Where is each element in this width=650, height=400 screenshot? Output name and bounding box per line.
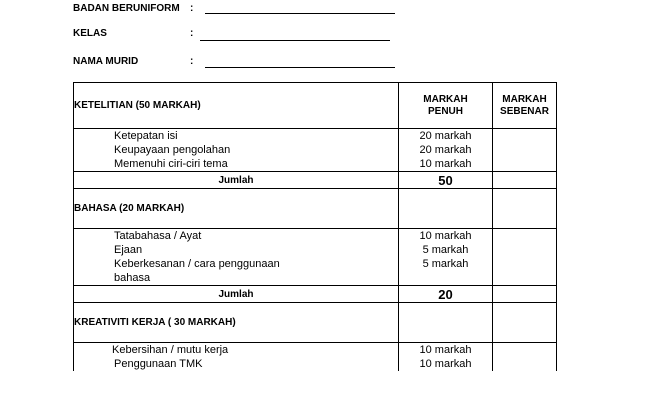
criterion-actual-mark-cell[interactable] (493, 271, 557, 286)
jumlah-label: Jumlah (74, 286, 399, 303)
criterion-name: Memenuhi ciri-ciri tema (74, 157, 399, 172)
criterion-full-mark: 5 markah (399, 243, 493, 257)
criterion-full-mark: 10 markah (399, 229, 493, 244)
col-header-penuh-line1: MARKAH (423, 93, 468, 105)
criterion-name: Tatabahasa / Ayat (74, 229, 399, 244)
col-header-markah-penuh (399, 83, 493, 129)
criterion-actual-mark-cell[interactable] (493, 143, 557, 157)
criterion-row (74, 129, 557, 144)
criterion-actual-mark-cell[interactable] (493, 243, 557, 257)
criterion-name: bahasa (74, 271, 399, 286)
rubric-table (73, 82, 557, 371)
criterion-row (74, 271, 557, 286)
criterion-full-mark (399, 271, 493, 286)
section-actual-total-cell[interactable] (493, 172, 557, 189)
section-header-row (74, 189, 557, 229)
criterion-actual-mark-cell[interactable] (493, 129, 557, 144)
field-colon-nama-murid: : (190, 56, 194, 67)
section-title: KREATIVITI KERJA ( 30 MARKAH) (74, 303, 399, 343)
criterion-actual-mark-cell[interactable] (493, 229, 557, 244)
criterion-row (74, 157, 557, 172)
criterion-full-mark: 10 markah (399, 157, 493, 172)
criterion-full-mark: 20 markah (399, 129, 493, 144)
col-header-sebenar-line1: MARKAH (502, 93, 547, 105)
col-header-penuh-line2: PENUH (427, 105, 463, 117)
col-header-markah-sebenar (493, 83, 557, 129)
jumlah-row (74, 172, 557, 189)
section-header-row (74, 303, 557, 343)
section-title: KETELITIAN (50 MARKAH) (74, 83, 399, 129)
empty-cell (493, 303, 557, 343)
section-title: BAHASA (20 MARKAH) (74, 189, 399, 229)
field-colon-kelas: : (190, 28, 194, 39)
criterion-full-mark: 5 markah (399, 257, 493, 271)
criterion-full-mark: 10 markah (399, 357, 493, 371)
section-total: 20 (399, 286, 493, 303)
field-label-kelas: KELAS (73, 28, 107, 39)
field-line-nama-murid[interactable] (205, 67, 395, 68)
field-label-badan-beruniform: BADAN BERUNIFORM (73, 3, 180, 14)
criterion-full-mark: 10 markah (399, 343, 493, 358)
criterion-full-mark: 20 markah (399, 143, 493, 157)
criterion-name: Penggunaan TMK (74, 357, 399, 371)
criterion-actual-mark-cell[interactable] (493, 157, 557, 172)
field-label-nama-murid: NAMA MURID (73, 56, 139, 67)
criterion-name: Keberkesanan / cara penggunaan (74, 257, 399, 271)
criterion-row (74, 343, 557, 358)
empty-cell (399, 189, 493, 229)
criterion-row (74, 357, 557, 371)
criterion-name: Kebersihan / mutu kerja (74, 343, 399, 358)
criterion-name: Ejaan (74, 243, 399, 257)
criterion-name: Ketepatan isi (74, 129, 399, 144)
section-actual-total-cell[interactable] (493, 286, 557, 303)
criterion-row (74, 257, 557, 271)
jumlah-row (74, 286, 557, 303)
criterion-row (74, 229, 557, 244)
jumlah-label: Jumlah (74, 172, 399, 189)
criterion-actual-mark-cell[interactable] (493, 357, 557, 371)
empty-cell (399, 303, 493, 343)
field-colon-badan-beruniform: : (190, 3, 194, 14)
section-total: 50 (399, 172, 493, 189)
criterion-row (74, 143, 557, 157)
criterion-actual-mark-cell[interactable] (493, 257, 557, 271)
field-line-kelas[interactable] (200, 40, 390, 41)
section-header-row (74, 83, 557, 129)
criterion-row (74, 243, 557, 257)
empty-cell (493, 189, 557, 229)
criterion-name: Keupayaan pengolahan (74, 143, 399, 157)
criterion-actual-mark-cell[interactable] (493, 343, 557, 358)
col-header-sebenar-line2: SEBENAR (500, 105, 549, 117)
field-line-badan-beruniform[interactable] (205, 13, 395, 14)
